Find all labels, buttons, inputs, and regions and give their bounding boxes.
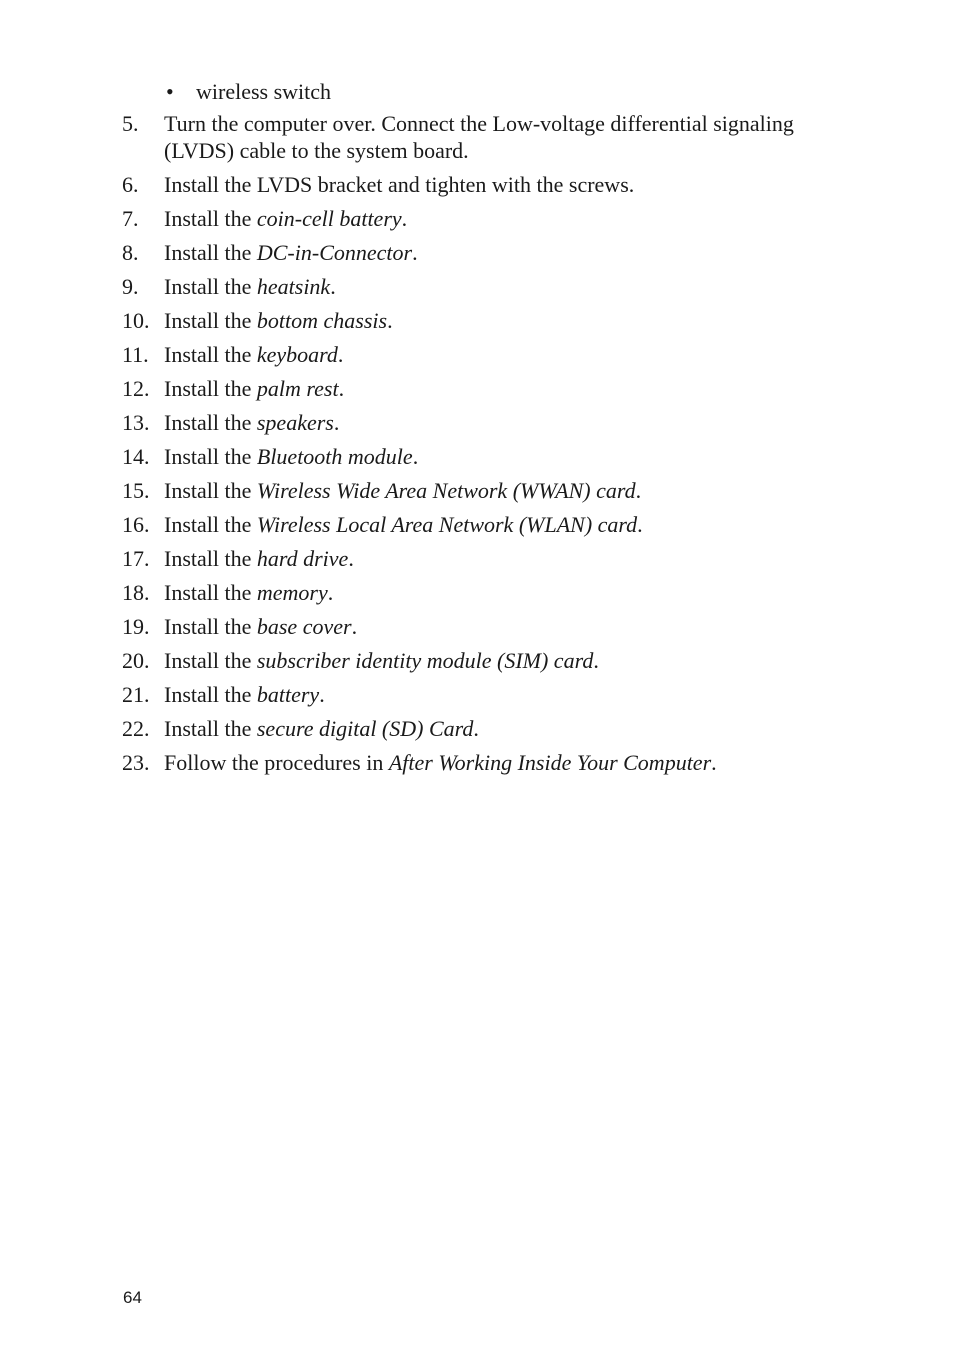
step-text [164,716,479,741]
step-text [164,648,599,673]
step-number: 7. [122,206,139,231]
step-text-italic: bottom chassis [256,308,388,333]
procedure-step [122,613,862,640]
procedure-step [122,545,862,572]
step-number: 6. [122,172,139,197]
step-text-suffix: . [637,512,643,537]
procedure-step [122,205,862,232]
step-number: 22. [122,716,150,741]
procedure-step [122,681,862,708]
step-text [164,444,418,469]
step-text-plain: Install the [164,614,257,639]
step-text-plain: Install the [164,206,257,231]
step-text-plain: Install the [164,376,257,401]
step-text-plain: Follow the procedures in [164,750,389,775]
step-text-plain: Install the [164,274,257,299]
step-text-italic: Wireless Wide Area Network (WWAN) card [256,478,636,503]
step-text-plain: Install the [164,580,257,605]
step-number: 13. [122,410,150,435]
step-text-italic: hard drive [256,546,349,571]
step-text-suffix: . [348,546,354,571]
step-number: 15. [122,478,150,503]
step-text-italic: After Working Inside Your Computer [388,750,712,775]
procedure-step [122,511,862,538]
step-text-italic: keyboard [256,342,338,367]
step-text-suffix: . [711,750,717,775]
step-text-suffix: . [351,614,358,639]
step-text-italic: heatsink [256,274,331,299]
bullet-text: wireless switch [196,79,332,104]
step-text-italic: Bluetooth module [256,444,413,469]
step-text-plain: Install the [164,716,257,741]
step-text-plain: Install the [164,342,257,367]
step-text [164,580,333,605]
step-text-suffix: . [338,376,345,401]
procedure-step [122,443,862,470]
step-number: 5. [122,111,139,136]
step-number: 11. [122,342,149,367]
step-text-plain: Install the [164,308,257,333]
procedure-step [122,409,862,436]
procedure-step [122,647,862,674]
step-number: 23. [122,750,150,775]
procedure-steps-list [122,110,862,783]
step-text-suffix: . [401,206,408,231]
bullet-symbol: • [166,79,174,104]
step-number: 20. [122,648,150,673]
procedure-step [122,307,862,334]
page-number: 64 [123,1288,142,1307]
step-text-plain: Install the [164,512,257,537]
step-text-suffix: . [387,308,393,333]
step-number: 19. [122,614,150,639]
step-text-plain: Install the [164,240,257,265]
procedure-step [122,375,862,402]
step-number: 16. [122,512,150,537]
step-text-plain: Install the [164,410,257,435]
step-text-italic: battery [256,682,320,707]
procedure-step [122,749,862,776]
procedure-step [122,477,862,504]
step-text [164,376,344,401]
step-number: 9. [122,274,139,299]
step-text-suffix: . [327,580,334,605]
step-text [164,546,354,571]
step-text [164,614,357,639]
step-number: 10. [122,308,150,333]
step-text-suffix: . [412,240,418,265]
step-text-italic: secure digital (SD) Card [256,716,474,741]
step-text [164,274,336,299]
step-text-plain: Install the [164,546,257,571]
step-text [164,308,393,333]
procedure-step [122,273,862,300]
step-text-suffix: . [319,682,325,707]
step-text-suffix: . [333,410,340,435]
step-text [164,111,794,163]
step-text-plain: Install the [164,682,257,707]
procedure-step [122,715,862,742]
step-text-plain: Turn the computer over. Connect the Low-voltage differential signaling (LVDS) cable to the system board. [164,111,794,163]
step-text-suffix: . [593,648,599,673]
step-text-italic: subscriber identity module (SIM) card [256,648,594,673]
procedure-step [122,579,862,606]
step-text-suffix: . [337,342,344,367]
procedure-step [122,110,862,164]
step-text-plain: Install the [164,444,257,469]
step-text-suffix: . [635,478,642,503]
step-text-suffix: . [330,274,336,299]
step-text-italic: speakers [256,410,334,435]
step-text-italic: memory [256,580,328,605]
step-number: 21. [122,682,150,707]
procedure-step [122,171,862,198]
step-text [164,240,418,265]
step-text [164,410,339,435]
step-text-plain: Install the LVDS bracket and tighten with the screws. [164,172,635,197]
step-text [164,206,407,231]
procedure-step [122,239,862,266]
step-text-plain: Install the [164,478,257,503]
step-text-italic: palm rest [256,376,339,401]
procedure-step [122,341,862,368]
step-text [164,682,325,707]
step-text [164,512,643,537]
step-text-italic: DC-in-Connector [256,240,413,265]
step-text-italic: base cover [256,614,352,639]
step-text [164,342,343,367]
bullet-item [166,78,331,106]
step-number: 12. [122,376,150,401]
step-text-italic: coin-cell battery [256,206,402,231]
step-text-suffix: . [473,716,479,741]
step-text-plain: Install the [164,648,257,673]
step-text [164,478,641,503]
step-text [164,750,717,775]
step-number: 18. [122,580,150,605]
step-number: 14. [122,444,150,469]
step-text-suffix: . [412,444,419,469]
step-text-italic: Wireless Local Area Network (WLAN) card [256,512,638,537]
step-number: 17. [122,546,150,571]
step-text [164,172,634,197]
step-number: 8. [122,240,139,265]
